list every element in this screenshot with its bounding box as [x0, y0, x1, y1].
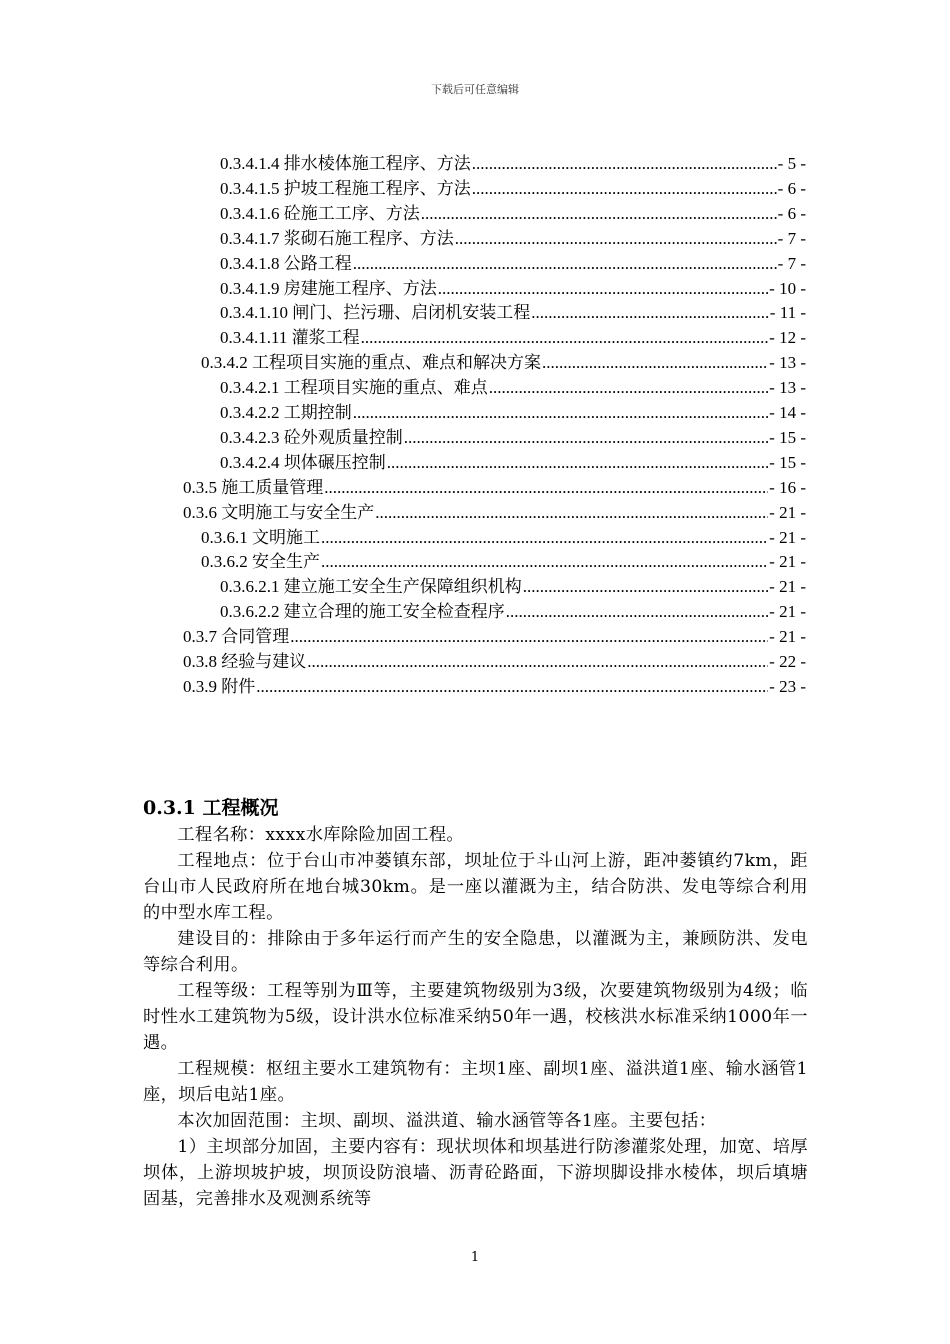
- toc-entry[interactable]: [220, 448, 806, 473]
- toc-entry[interactable]: [220, 149, 806, 174]
- toc-entry[interactable]: [220, 249, 806, 274]
- toc-entry-label: 0.3.4.2.2 工期控制: [220, 403, 352, 422]
- toc-entry-label: 0.3.4.2 工程项目实施的重点、难点和解决方案: [201, 353, 541, 373]
- toc-entry[interactable]: [220, 597, 806, 622]
- toc-entry-page: - 22 -: [769, 652, 806, 671]
- toc-entry-label: 0.3.4.1.8 公路工程: [220, 253, 352, 273]
- toc-leader-dots: [455, 229, 777, 249]
- toc-entry-label: 0.3.4.1.6 砼施工工序、方法: [220, 203, 420, 223]
- toc-leader-dots: [256, 677, 768, 697]
- toc-leader-dots: [472, 154, 777, 174]
- toc-entry[interactable]: [220, 398, 806, 423]
- toc-entry-label: 0.3.4.2.3 砼外观质量控制: [220, 427, 403, 447]
- toc-entry-label: 0.3.6.2.1 建立施工安全生产保障组织机构: [220, 577, 522, 597]
- toc-entry-label: 0.3.5 施工质量管理: [183, 477, 324, 497]
- toc-leader-dots: [489, 378, 768, 398]
- toc-entry-page: - 21 -: [769, 627, 806, 647]
- toc-leader-dots: [353, 254, 777, 274]
- toc-leader-dots: [361, 328, 769, 348]
- toc-entry[interactable]: [220, 572, 806, 597]
- toc-leader-dots: [472, 179, 777, 199]
- toc-leader-dots: [353, 403, 768, 423]
- toc-entry-page: - 5 -: [777, 154, 806, 173]
- toc-entry-page: - 23 -: [769, 676, 806, 696]
- toc-entry-label: 0.3.4.2.4 坝体碾压控制: [220, 452, 386, 472]
- toc-entry-page: - 21 -: [769, 577, 806, 597]
- toc-entry-label: 0.3.6.2 安全生产: [201, 552, 320, 572]
- paragraph: 建设目的：排除由于多年运行而产生的安全隐患，以灌溉为主，兼顾防洪、发电等综合利用。: [143, 929, 808, 975]
- toc-entry[interactable]: [220, 199, 806, 224]
- toc-entry[interactable]: [220, 323, 806, 348]
- toc-entry[interactable]: [220, 274, 806, 299]
- paragraph: 工程等级：工程等别为Ⅲ等，主要建筑物级别为3级，次要建筑物级别为4级；临时性水工建筑物为5级，设计洪水位标准采纳50年一遇，校核洪水标准采纳1000年一遇。: [143, 981, 808, 1053]
- toc-entry-page: - 7 -: [777, 253, 806, 273]
- toc-entry-page: - 13 -: [769, 378, 806, 398]
- toc-entry[interactable]: [201, 547, 806, 572]
- section-engineering-overview: [143, 794, 808, 1212]
- toc-entry-label: 0.3.4.1.5 护坡工程施工程序、方法: [220, 178, 471, 198]
- toc-entry[interactable]: [183, 498, 806, 523]
- toc-entry-page: - 6 -: [777, 203, 806, 223]
- toc-entry-page: - 21 -: [769, 527, 806, 547]
- toc-leader-dots: [375, 503, 768, 523]
- toc-entry-label: 0.3.9 附件: [183, 676, 256, 696]
- paragraph: 工程名称：xxxx水库除险加固工程。: [177, 825, 464, 845]
- toc-entry-page: - 21 -: [769, 552, 806, 572]
- page-header: 下载后可任意编辑: [431, 83, 519, 96]
- toc-entry-label: 0.3.8 经验与建议: [183, 652, 307, 671]
- toc-leader-dots: [321, 528, 768, 548]
- toc-entry-label: 0.3.4.1.4 排水棱体施工程序、方法: [220, 154, 471, 173]
- toc-leader-dots: [506, 602, 768, 622]
- toc-entry-page: - 7 -: [777, 228, 806, 248]
- toc-leader-dots: [438, 279, 768, 299]
- toc-entry[interactable]: [220, 423, 806, 448]
- paragraph: 工程规模：枢纽主要水工建筑物有：主坝1座、副坝1座、溢洪道1座、输水涵管1座，坝后电站1座。: [143, 1059, 808, 1105]
- page-number: 1: [470, 1250, 480, 1265]
- toc-entry-page: - 21 -: [769, 602, 806, 622]
- toc-leader-dots: [404, 428, 768, 448]
- paragraph: 1）主坝部分加固，主要内容有：现状坝体和坝基进行防渗灌浆处理，加宽、培厚坝体，上游坝坡护坡，坝顶设防浪墙、沥青砼路面，下游坝脚设排水棱体，坝后填塘固基，完善排水及观测系统等: [143, 1137, 808, 1209]
- toc-entry[interactable]: [220, 298, 806, 323]
- toc-entry[interactable]: [220, 373, 806, 398]
- toc-entry-label: 0.3.7 合同管理: [183, 627, 290, 647]
- toc-entry[interactable]: [220, 224, 806, 249]
- toc-entry-label: 0.3.4.1.11 灌浆工程: [220, 328, 360, 348]
- toc-entry-page: - 6 -: [777, 178, 806, 198]
- paragraph: 本次加固范围：主坝、副坝、溢洪道、输水涵管等各1座。主要包括：: [177, 1111, 717, 1131]
- toc-entry-label: 0.3.4.1.9 房建施工程序、方法: [220, 278, 437, 298]
- toc-entry-page: - 16 -: [769, 477, 806, 497]
- toc-leader-dots: [321, 552, 768, 572]
- toc-entry-page: - 10 -: [769, 278, 806, 298]
- toc-entry-label: 0.3.4.2.1 工程项目实施的重点、难点: [220, 378, 488, 398]
- toc-entry-page: - 13 -: [769, 353, 806, 373]
- toc-entry[interactable]: [201, 523, 806, 548]
- toc-leader-dots: [531, 303, 769, 323]
- toc-entry-label: 0.3.6.2.2 建立合理的施工安全检查程序: [220, 602, 505, 622]
- toc-entry-page: - 15 -: [769, 452, 806, 472]
- toc-entry[interactable]: [183, 622, 806, 647]
- toc-entry[interactable]: [183, 647, 806, 672]
- toc-entry-label: 0.3.6.1 文明施工: [201, 527, 320, 547]
- toc-entry-page: - 12 -: [769, 328, 806, 348]
- toc-entry[interactable]: [201, 348, 806, 373]
- toc-entry[interactable]: [220, 174, 806, 199]
- toc-leader-dots: [542, 353, 768, 373]
- toc-leader-dots: [421, 204, 777, 224]
- toc-leader-dots: [307, 652, 768, 672]
- toc-entry-page: - 14 -: [769, 403, 806, 422]
- toc-entry-page: - 21 -: [769, 502, 806, 522]
- toc-leader-dots: [324, 478, 768, 498]
- toc-leader-dots: [387, 453, 768, 473]
- toc-entry[interactable]: [183, 473, 806, 498]
- toc-entry[interactable]: [183, 672, 806, 697]
- toc-entry-label: 0.3.4.1.10 闸门、拦污珊、启闭机安装工程: [220, 303, 531, 323]
- toc-entry-page: - 15 -: [769, 427, 806, 447]
- toc-leader-dots: [523, 577, 768, 597]
- section-title: 0.3.1 工程概况: [143, 797, 279, 819]
- toc-entry-label: 0.3.6 文明施工与安全生产: [183, 502, 375, 522]
- toc-entry-label: 0.3.4.1.7 浆砌石施工程序、方法: [220, 228, 454, 248]
- toc-entry-page: - 11 -: [769, 303, 806, 323]
- paragraph: 工程地点：位于台山市冲蒌镇东部，坝址位于斗山河上游，距冲蒌镇约7km，距台山市人民政府所在地台城30km。是一座以灌溉为主，结合防洪、发电等综合利用的中型水库工程。: [143, 851, 808, 923]
- toc-leader-dots: [290, 627, 768, 647]
